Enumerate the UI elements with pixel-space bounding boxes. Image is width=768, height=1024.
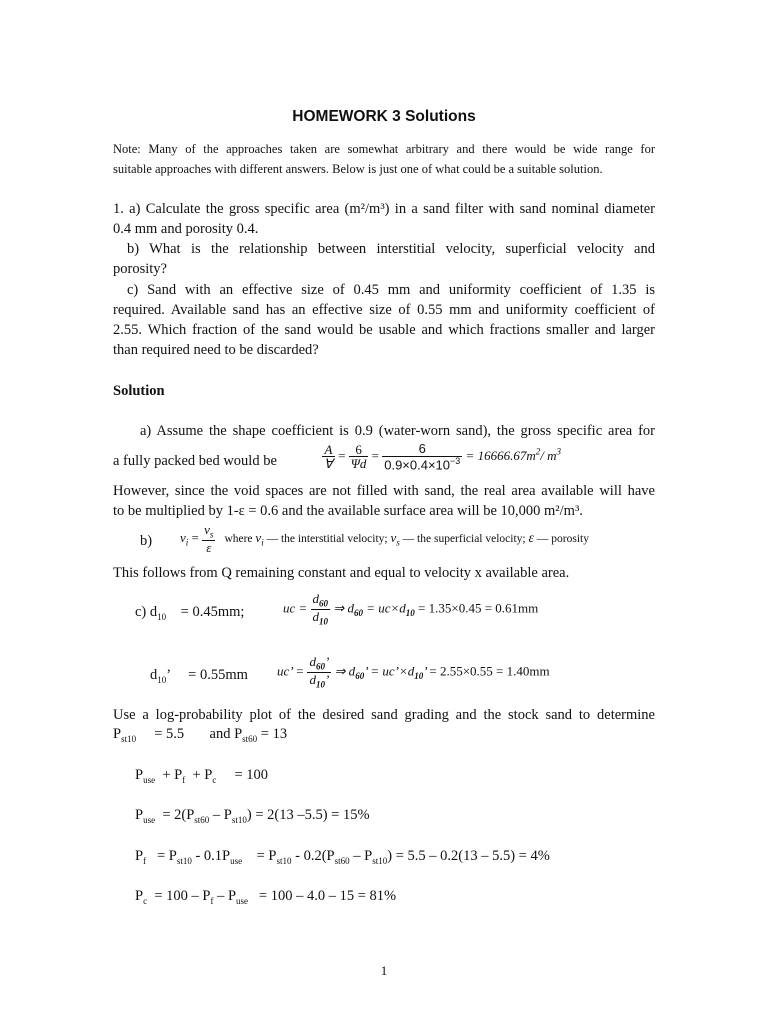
eq-eps: ε <box>202 540 215 555</box>
solution-a-bed: a fully packed bed would be <box>113 453 277 469</box>
question-1c-line-2: required. Available sand has an effective size of 0.55 mm and uniformity coefficient of <box>113 302 655 318</box>
eq3-part-3: = P <box>256 848 277 864</box>
c-d10-line: c) $d_{10}$ = 0.45mm; <box>135 604 245 622</box>
eq-volume-symbol: ∀ <box>324 456 333 472</box>
question-1b-line-1: b) What is the relationship between interstitial velocity, superficial velocity and <box>127 241 655 257</box>
p-c-equation: $P_c = 100 - P_f - P_{use}$ = 100 – 4.0 – 15 = 81% <box>135 888 397 906</box>
solution-a-intro: a) Assume the shape coefficient is 0.9 (water-worn sand), the gross specific area for <box>140 423 655 439</box>
uniformity-equation-2: uc’ = $\frac{d_{60}’}{d_{10}’}$ ⇒ $d_{60}$’ = $uc’\times d_{10}$’ = 2.55×0.55 = 1.40mm <box>277 654 550 690</box>
eq3-result: ) = 5.5 – 0.2(13 – 5.5) = 4% <box>387 848 550 864</box>
c-d10-value: = 0.45mm; <box>180 604 245 620</box>
c-d10-prime-label: d <box>150 667 158 683</box>
question-1a-line-1: 1. a) Calculate the gross specific area (m²/m³) in a sand filter with sand nominal diameter <box>113 201 655 217</box>
eq4-part-1: = 100 – P <box>154 888 211 904</box>
eq2-part-1: = 2(P <box>162 807 195 823</box>
eq1-result: = 1.35×0.45 = 0.61mm <box>418 600 539 616</box>
logprob-text: Use a log-probability plot of the desired sand grading and the stock sand to determine <box>113 707 655 723</box>
eq-area-symbol: A <box>324 441 333 457</box>
c-d10-prime-value: = 0.55mm <box>188 667 248 683</box>
question-1c-line-3: 2.55. Which fraction of the sand would be usable and which fractions smaller and larger <box>113 322 655 338</box>
eq-psi-d: Ψd <box>350 456 367 472</box>
eq3-part-5: – P <box>353 848 373 864</box>
solution-b-label: b) <box>140 533 153 549</box>
eq-six: 6 <box>355 441 362 457</box>
p-f-equation: $P_f$ = $P_{st10} - 0.1P_{use}$ = $P_{st10} - 0.2(P_{st60} - P_{st10}) = 5.5 - 0.2(13 - 5.5) = 4\%$ <box>135 848 550 866</box>
eq4-result: = 100 – 4.0 – 15 = 81% <box>258 888 397 904</box>
eq1-plus-1: + P <box>162 767 183 783</box>
page-number: 1 <box>380 963 388 978</box>
eq-vs: v <box>204 522 210 537</box>
solution-a-however-2: to be multiplied by 1-ε = 0.6 and the available surface area will be 10,000 m²/m³. <box>113 503 583 519</box>
question-1a-line-2: 0.4 mm and porosity 0.4. <box>113 221 259 237</box>
question-1c-line-1: c) Sand with an effective size of 0.45 mm and uniformity coefficient of 1.35 is <box>127 282 655 298</box>
superficial-desc: — the superficial velocity; <box>402 532 526 545</box>
question-1b-line-2: porosity? <box>113 261 167 277</box>
pst-and: and P <box>209 726 243 742</box>
page-title: HOMEWORK 3 Solutions <box>292 108 476 125</box>
eq-denominator: 0.9×0.4×10 <box>384 456 451 472</box>
eq-exponent: −3 <box>450 455 461 466</box>
eq-vi: v <box>180 529 186 545</box>
eq2-part-2: – P <box>212 807 232 823</box>
p-use-equation: $P_{use} = 2(P_{st60} - P_{st10}) = 2(13$ –5.5) = 15% <box>135 807 370 825</box>
c-d10-prime-line: $d_{10}$’ = 0.55mm <box>150 667 248 685</box>
eq2-result: = 2.55×0.55 = 1.40mm <box>429 663 550 679</box>
solution-b-follow: This follows from Q remaining constant and equal to velocity x available area. <box>113 565 570 581</box>
specific-area-equation: $\frac{A}{\forall}$ = $\frac{6}{\Psi d}$ = $\frac{6}{0.9\times 0.4\times 10^{-3}}$ = $16666.67m^2/$ $m^3$ <box>324 441 561 472</box>
pst60-value: = 13 <box>260 726 288 742</box>
note-line-1: Note: Many of the approaches taken are somewhat arbitrary and there would be wide range for <box>113 142 655 156</box>
eq-unit-tail: / m <box>540 447 557 463</box>
solution-a-however-1: However, since the void spaces are not filled with sand, the real area available will have <box>113 483 655 499</box>
eq1-plus-2: + P <box>192 767 213 783</box>
porosity-desc: — porosity <box>536 532 589 545</box>
eq3-part-4: - 0.2(P <box>295 848 335 864</box>
question-1c-line-4: than required need to be discarded? <box>113 342 319 358</box>
eq3-part-1: = P <box>156 848 177 864</box>
eq2-result: ) = 2(13 –5.5) = 15% <box>246 807 370 823</box>
eq-six-2: 6 <box>418 441 426 456</box>
solution-heading: Solution <box>113 383 165 399</box>
eq3-part-2: - 0.1P <box>195 848 231 864</box>
where-label: where <box>224 532 253 545</box>
eq1-total: = 100 <box>234 767 269 783</box>
eq4-part-2: – P <box>217 888 237 904</box>
interstitial-desc: — the interstitial velocity; <box>266 532 388 545</box>
balance-equation: $P_{use} + P_f + P_c$ = 100 <box>135 767 269 785</box>
uniformity-equation-1: uc = $\frac{d_{60}}{d_{10}}$ ⇒ $d_{60} = uc\times d_{10} = 1.35\times 0.45 = 0.61mm$ <box>283 591 539 627</box>
pst-values: $P_{st10}$ = 5.5 and $P_{st60} = 13$ <box>113 726 288 744</box>
c-d10-label: c) d <box>135 604 158 620</box>
note-line-2: suitable approaches with different answers. Below is just one of what could be a suitable solution. <box>113 162 603 176</box>
pst10-value: = 5.5 <box>154 726 185 742</box>
velocity-equation: $v_i$ = $\frac{v_s}{\varepsilon}$ where $v_i$ — the interstitial velocity; $v_s$ — the superficial velocity; ε — porosity <box>180 522 589 556</box>
eq-result: = 16666.67m <box>465 447 536 463</box>
